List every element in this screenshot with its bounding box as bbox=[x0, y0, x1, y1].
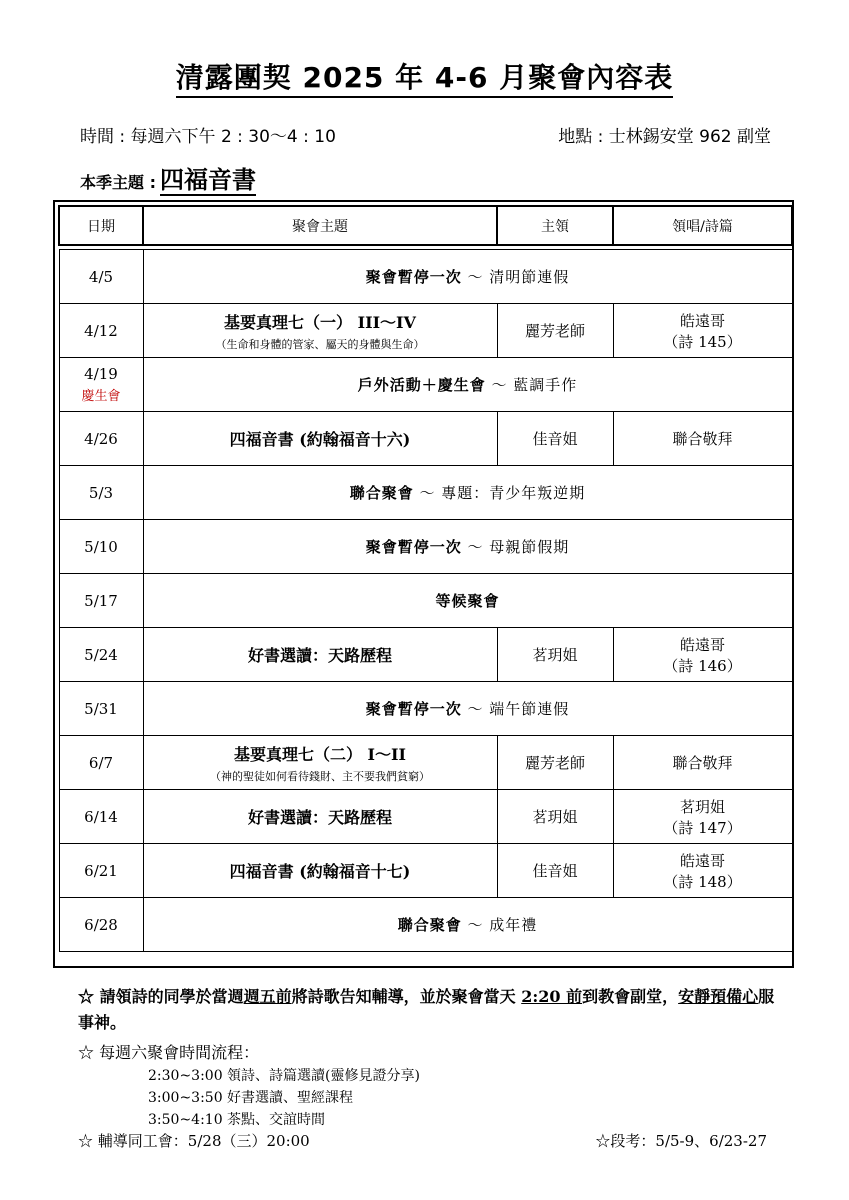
note-flow-title bbox=[78, 1040, 778, 1063]
note1-underline-1: 週五前 bbox=[243, 987, 292, 1006]
date-cell bbox=[59, 574, 143, 628]
topic-cell bbox=[143, 844, 497, 898]
psalm-number: （詩 147） bbox=[663, 818, 742, 837]
place-info: 地點 : 士林錫安堂 962 副堂 bbox=[558, 127, 771, 147]
note1-text-c: 到教會副堂， bbox=[582, 987, 679, 1006]
note1-underline-2: 2:20 前 bbox=[521, 987, 583, 1006]
event-title: 聯合聚會 bbox=[397, 916, 462, 934]
topic-cell bbox=[143, 304, 497, 358]
leader-cell: 佳音姐 bbox=[497, 844, 613, 898]
table-row bbox=[59, 736, 792, 790]
schedule-table bbox=[58, 205, 793, 952]
event-cell bbox=[143, 520, 792, 574]
event-cell bbox=[143, 574, 792, 628]
date-cell bbox=[59, 520, 143, 574]
date-text: 5/3 bbox=[88, 483, 114, 502]
song-leader: 皓遠哥 bbox=[679, 851, 725, 870]
date-text: 4/12 bbox=[84, 321, 118, 340]
flow-item: 3:00~3:50 好書選讀、聖經課程 bbox=[148, 1090, 354, 1106]
header-song: 領唱/詩篇 bbox=[613, 206, 792, 245]
star-icon: ☆ bbox=[78, 1043, 95, 1062]
notes bbox=[78, 984, 778, 1131]
leader-cell: 佳音姐 bbox=[497, 412, 613, 466]
date-text: 5/10 bbox=[84, 537, 118, 556]
date-cell bbox=[59, 412, 143, 466]
event-title: 聚會暫停一次 bbox=[365, 268, 462, 286]
table-row bbox=[59, 844, 792, 898]
date-text: 6/21 bbox=[84, 861, 118, 880]
topic-cell bbox=[143, 628, 497, 682]
date-text: 6/28 bbox=[84, 915, 118, 934]
event-cell bbox=[143, 250, 792, 304]
topic-title: 好書選讀：天路歷程 bbox=[247, 646, 392, 665]
event-title: 聚會暫停一次 bbox=[365, 700, 462, 718]
date-cell bbox=[59, 682, 143, 736]
footer-staff-meeting bbox=[78, 1130, 310, 1151]
time-info: 時間 : 每週六下午 2 : 30～4 : 10 bbox=[80, 127, 336, 147]
song-cell bbox=[613, 790, 792, 844]
song-cell bbox=[613, 736, 792, 790]
song-cell bbox=[613, 412, 792, 466]
table-row bbox=[59, 628, 792, 682]
event-detail: 成年禮 bbox=[489, 916, 538, 934]
leader-cell: 麗芳老師 bbox=[497, 304, 613, 358]
page-title bbox=[0, 56, 849, 96]
event-detail: 專題：青少年叛逆期 bbox=[441, 484, 586, 502]
event-detail: 清明節連假 bbox=[489, 268, 570, 286]
date-text: 4/19 bbox=[84, 365, 118, 383]
star-icon: ☆ bbox=[78, 1132, 94, 1150]
leader-cell: 麗芳老師 bbox=[497, 736, 613, 790]
date-text: 6/7 bbox=[88, 753, 114, 772]
table-row bbox=[59, 898, 792, 952]
header-date: 日期 bbox=[59, 206, 143, 245]
song-leader: 皓遠哥 bbox=[679, 311, 725, 330]
table-row bbox=[59, 304, 792, 358]
song-cell bbox=[613, 628, 792, 682]
topic-cell bbox=[143, 790, 497, 844]
event-cell bbox=[143, 466, 792, 520]
topic-cell bbox=[143, 736, 497, 790]
table-row bbox=[59, 466, 792, 520]
theme-value: 四福音書 bbox=[159, 166, 256, 194]
event-separator: ～ bbox=[461, 268, 490, 286]
table-row bbox=[59, 412, 792, 466]
topic-title: 四福音書 (約翰福音十七) bbox=[229, 862, 411, 881]
topic-subtitle: （生命和身體的管家、屬天的身體與生命） bbox=[215, 337, 425, 351]
event-title: 等候聚會 bbox=[435, 592, 500, 610]
note-worship-leader bbox=[78, 984, 778, 1036]
event-cell bbox=[143, 898, 792, 952]
note1-text-b: 將詩歌告知輔導，並於聚會當天 bbox=[291, 987, 522, 1006]
event-separator: ～ bbox=[413, 484, 442, 502]
song-cell bbox=[613, 844, 792, 898]
date-cell bbox=[59, 628, 143, 682]
table-row bbox=[59, 520, 792, 574]
event-title: 戶外活動＋慶生會 bbox=[357, 376, 486, 394]
date-cell bbox=[59, 736, 143, 790]
topic-title: 基要真理七（一） III～IV bbox=[224, 312, 416, 332]
date-cell bbox=[59, 898, 143, 952]
psalm-number: （詩 146） bbox=[663, 656, 742, 675]
flow-item: 2:30~3:00 領詩、詩篇選讀(靈修見證分享) bbox=[148, 1068, 420, 1084]
song-leader: 皓遠哥 bbox=[679, 635, 725, 654]
note2-text: 每週六聚會時間流程： bbox=[99, 1043, 260, 1062]
date-cell bbox=[59, 250, 143, 304]
event-detail: 母親節假期 bbox=[489, 538, 570, 556]
song-cell bbox=[613, 304, 792, 358]
theme-label: 本季主題 : bbox=[80, 173, 156, 192]
event-title: 聚會暫停一次 bbox=[365, 538, 462, 556]
date-text: 5/24 bbox=[84, 645, 118, 664]
event-detail: 端午節連假 bbox=[489, 700, 570, 718]
leader-cell: 茗玥姐 bbox=[497, 628, 613, 682]
table-row bbox=[59, 574, 792, 628]
topic-subtitle: （神的聖徒如何看待錢財、主不要我們貧窮） bbox=[210, 769, 430, 783]
date-cell bbox=[59, 790, 143, 844]
header-leader: 主領 bbox=[497, 206, 613, 245]
header-topic: 聚會主題 bbox=[143, 206, 497, 245]
table-row bbox=[59, 358, 792, 412]
note1-text-d: 服事神。 bbox=[78, 987, 775, 1032]
date-text: 5/17 bbox=[84, 591, 118, 610]
song-leader: 聯合敬拜 bbox=[672, 754, 733, 772]
event-separator: ～ bbox=[461, 700, 490, 718]
date-text: 5/31 bbox=[84, 699, 118, 718]
schedule-body bbox=[59, 245, 792, 952]
song-leader: 聯合敬拜 bbox=[672, 430, 733, 448]
table-row bbox=[59, 682, 792, 736]
event-separator: ～ bbox=[485, 376, 514, 394]
event-cell bbox=[143, 682, 792, 736]
psalm-number: （詩 148） bbox=[663, 872, 742, 891]
topic-title: 基要真理七（二） I～II bbox=[233, 744, 407, 764]
topic-title: 四福音書 (約翰福音十六) bbox=[229, 430, 411, 449]
date-text: 4/26 bbox=[84, 429, 118, 448]
footer-left-text: 輔導同工會：5/28（三）20:00 bbox=[97, 1132, 310, 1150]
table-row bbox=[59, 790, 792, 844]
event-separator: ～ bbox=[461, 538, 490, 556]
note1-underline-3: 安靜預備心 bbox=[678, 987, 759, 1006]
flow-item: 3:50~4:10 茶點、交誼時間 bbox=[148, 1112, 326, 1128]
event-detail: 藍調手作 bbox=[513, 376, 578, 394]
event-title: 聯合聚會 bbox=[349, 484, 414, 502]
season-theme bbox=[80, 160, 256, 195]
star-icon: ☆ bbox=[78, 987, 95, 1006]
table-row bbox=[59, 250, 792, 304]
song-leader: 茗玥姐 bbox=[679, 797, 725, 816]
topic-cell bbox=[143, 412, 497, 466]
date-cell bbox=[59, 304, 143, 358]
date-cell bbox=[59, 844, 143, 898]
birthday-note: 慶生會 bbox=[81, 389, 121, 404]
date-cell bbox=[59, 358, 143, 412]
psalm-number: （詩 145） bbox=[663, 332, 742, 351]
date-cell bbox=[59, 466, 143, 520]
date-text: 6/14 bbox=[84, 807, 118, 826]
title-text: 清露團契 2025 年 4-6 月聚會內容表 bbox=[176, 61, 674, 98]
event-cell bbox=[143, 358, 792, 412]
date-text: 4/5 bbox=[88, 267, 114, 286]
leader-cell: 茗玥姐 bbox=[497, 790, 613, 844]
footer-exams: ☆段考：5/5-9、6/23-27 bbox=[595, 1132, 767, 1150]
note1-text-a: 請領詩的同學於當週 bbox=[99, 987, 244, 1006]
event-separator: ～ bbox=[461, 916, 490, 934]
topic-title: 好書選讀：天路歷程 bbox=[247, 808, 392, 827]
flow-list bbox=[148, 1065, 778, 1131]
